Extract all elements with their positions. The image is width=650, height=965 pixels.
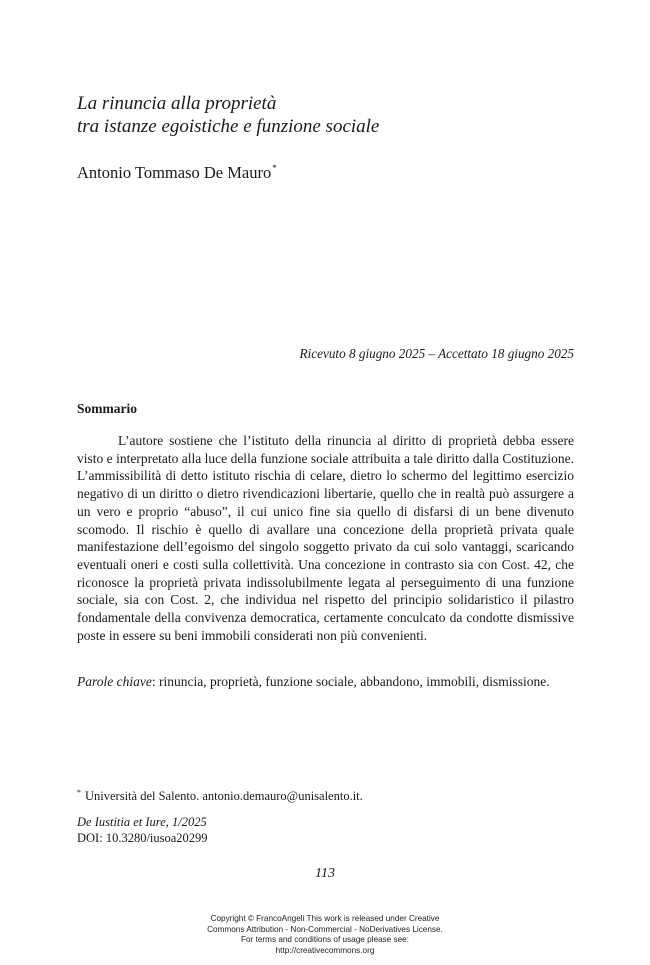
keywords-text: : rinuncia, proprietà, funzione sociale, abbandono, immobili, dismissione. [151, 674, 550, 689]
license-line: Copyright © FrancoAngeli This work is released under Creative [210, 914, 440, 923]
abstract-text: L’autore sostiene che l’istituto della rinuncia al diritto di proprietà debba essere visto e interpretato alla luce della funzione sociale attribuita a tale diritto dalla Costituzione. L’ammissibilità di detto istituto rischia di celare, dietro lo schermo del legittimo esercizio negativo di un diritto o dietro rivendicazioni libertarie, quello che in realtà può assurgere a un vero e proprio “abuso”, il cui unico fine sia quello di disfarsi di un bene divenuto scomodo. Il rischio è quello di avallare una concezione della proprietà privata quale manifestazione dell’egoismo del singolo soggetto privato da cui solo vantaggi, scaricando eventuali oneri e costi sulla collettività. Una concezione in contrasto sia con Cost. 42, che riconosce la proprietà privata indissolubilmente legata al perseguimento di una funzione sociale, sia con Cost. 2, che individua nel rispetto del principio solidaristico il pilastro fondamentale della convivenza democratica, certamente conculcato da condotte dismissive poste in essere su beni immobili considerati non più convenienti. [77, 433, 574, 643]
footnote-mark: * [77, 788, 81, 797]
license-line: For terms and conditions of usage please see: [241, 935, 409, 945]
article-title-line2: tra istanze egoistiche e funzione sociale [77, 116, 380, 137]
license-notice [0, 914, 650, 956]
article-title [77, 92, 577, 138]
author-footnote [77, 785, 363, 804]
journal-info [77, 815, 208, 846]
summary-heading: Sommario [77, 401, 137, 416]
keywords-label: Parole chiave [77, 674, 152, 689]
page-number: 113 [315, 866, 335, 881]
journal-name: De Iustitia et Iure, 1/2025 [77, 815, 207, 829]
author-name-text: Antonio Tommaso De Mauro [77, 163, 272, 182]
author-footnote-mark: * [272, 163, 277, 173]
article-title-line1: La rinuncia alla proprietà [77, 93, 277, 114]
received-accepted-dates: Ricevuto 8 giugno 2025 – Accettato 18 giugno 2025 [299, 346, 574, 361]
keywords [77, 673, 574, 691]
license-line: Commons Attribution - Non-Commercial - NoDerivatives License. [207, 924, 443, 934]
author-name [77, 158, 277, 183]
license-link: http://creativecommons.org [275, 945, 375, 955]
journal-doi: DOI: 10.3280/iusoa20299 [77, 830, 208, 845]
footnote-text: Università del Salento. antonio.demauro@unisalento.it. [85, 789, 363, 803]
